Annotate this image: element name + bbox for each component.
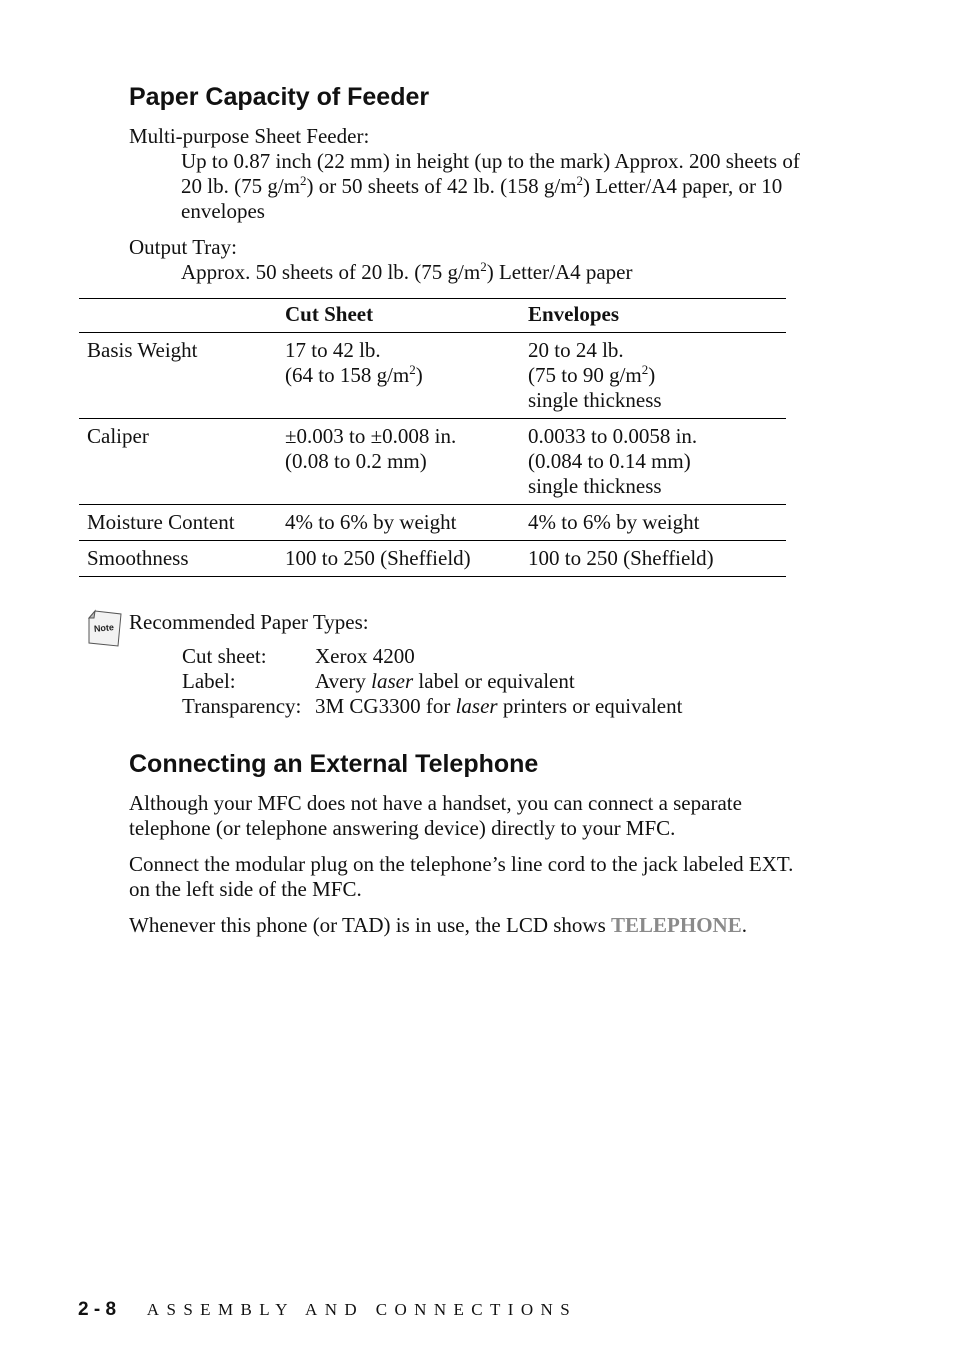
table-row <box>79 505 786 541</box>
paper-spec-table <box>79 298 786 577</box>
lcd-message: TELEPHONE <box>611 913 742 937</box>
table-header-empty <box>79 299 277 333</box>
cell-env-smoothness: 100 to 250 (Sheffield) <box>520 541 786 577</box>
section-title-external-telephone: Connecting an External Telephone <box>129 750 539 778</box>
cell-cut-moisture: 4% to 6% by weight <box>277 505 520 541</box>
note-title: Recommended Paper Types: <box>129 610 369 634</box>
cell-cut-basis-weight: 17 to 42 lb. (64 to 158 $g/m^2$) <box>277 333 520 419</box>
output-tray-label: Output Tray: <box>129 235 237 259</box>
table-header-cut-sheet: Cut Sheet <box>277 299 520 333</box>
section-title-paper-capacity: Paper Capacity of Feeder <box>129 83 430 111</box>
row-label-smoothness: Smoothness <box>79 541 277 577</box>
output-tray-description: Approx. 50 sheets of 20 lb. (75 $g/m^2$) Letter/A4 paper <box>181 259 633 284</box>
multi-purpose-label: Multi-purpose Sheet Feeder: <box>129 124 370 148</box>
footer-section-title: ASSEMBLY AND CONNECTIONS <box>146 1300 578 1319</box>
table-row <box>79 541 786 577</box>
row-label-caliper: Caliper <box>79 419 277 505</box>
rec-label-label: Label: <box>182 669 236 693</box>
rec-label-cut-sheet: Cut sheet: <box>182 644 267 668</box>
row-label-moisture: Moisture Content <box>79 505 277 541</box>
rec-value-cut-sheet: Xerox 4200 <box>315 644 415 668</box>
table-header-row <box>79 299 786 333</box>
note-icon <box>86 609 122 647</box>
row-label-basis-weight: Basis Weight <box>79 333 277 419</box>
cell-env-basis-weight: 20 to 24 lb. (75 to 90 $g/m^2$) single thickness <box>520 333 786 419</box>
cell-cut-caliper: ±0.003 to ±0.008 in. (0.08 to 0.2 mm) <box>277 419 520 505</box>
table-header-envelopes: Envelopes <box>520 299 786 333</box>
table-row <box>79 419 786 505</box>
mp-line-2: 20 lb. (75 $g/m^2$) or 50 sheets of 42 lb. (158 $g/m^2$) Letter/A4 paper, or 10 <box>181 173 783 198</box>
note-icon-text: Note <box>93 622 115 634</box>
paragraph-modular-plug: Connect the modular plug on the telephone’s line cord to the jack labeled EXT. on the left side of the MFC. <box>129 852 794 901</box>
cell-env-caliper: 0.0033 to 0.0058 in. (0.084 to 0.14 mm) single thickness <box>520 419 786 505</box>
page-footer <box>78 1298 577 1322</box>
cell-cut-smoothness: 100 to 250 (Sheffield) <box>277 541 520 577</box>
paragraph-lcd-shows: Whenever this phone (or TAD) is in use, the LCD shows TELEPHONE. <box>129 913 747 937</box>
rec-value-label: Avery laser label or equivalent <box>315 669 575 693</box>
paragraph-handset: Although your MFC does not have a handset, you can connect a separate telephone (or telephone answering device) directly to your MFC. <box>129 791 742 840</box>
rec-value-transparency: 3M CG3300 for laser printers or equivalent <box>315 694 683 718</box>
cell-env-moisture: 4% to 6% by weight <box>520 505 786 541</box>
rec-label-transparency: Transparency: <box>182 694 302 718</box>
mp-line-1: Up to 0.87 inch (22 mm) in height (up to the mark) Approx. 200 sheets of <box>181 149 800 173</box>
page-number: 2 - 8 <box>78 1299 117 1320</box>
table-row <box>79 333 786 419</box>
mp-line-3: envelopes <box>181 199 265 223</box>
multi-purpose-description <box>181 149 800 224</box>
